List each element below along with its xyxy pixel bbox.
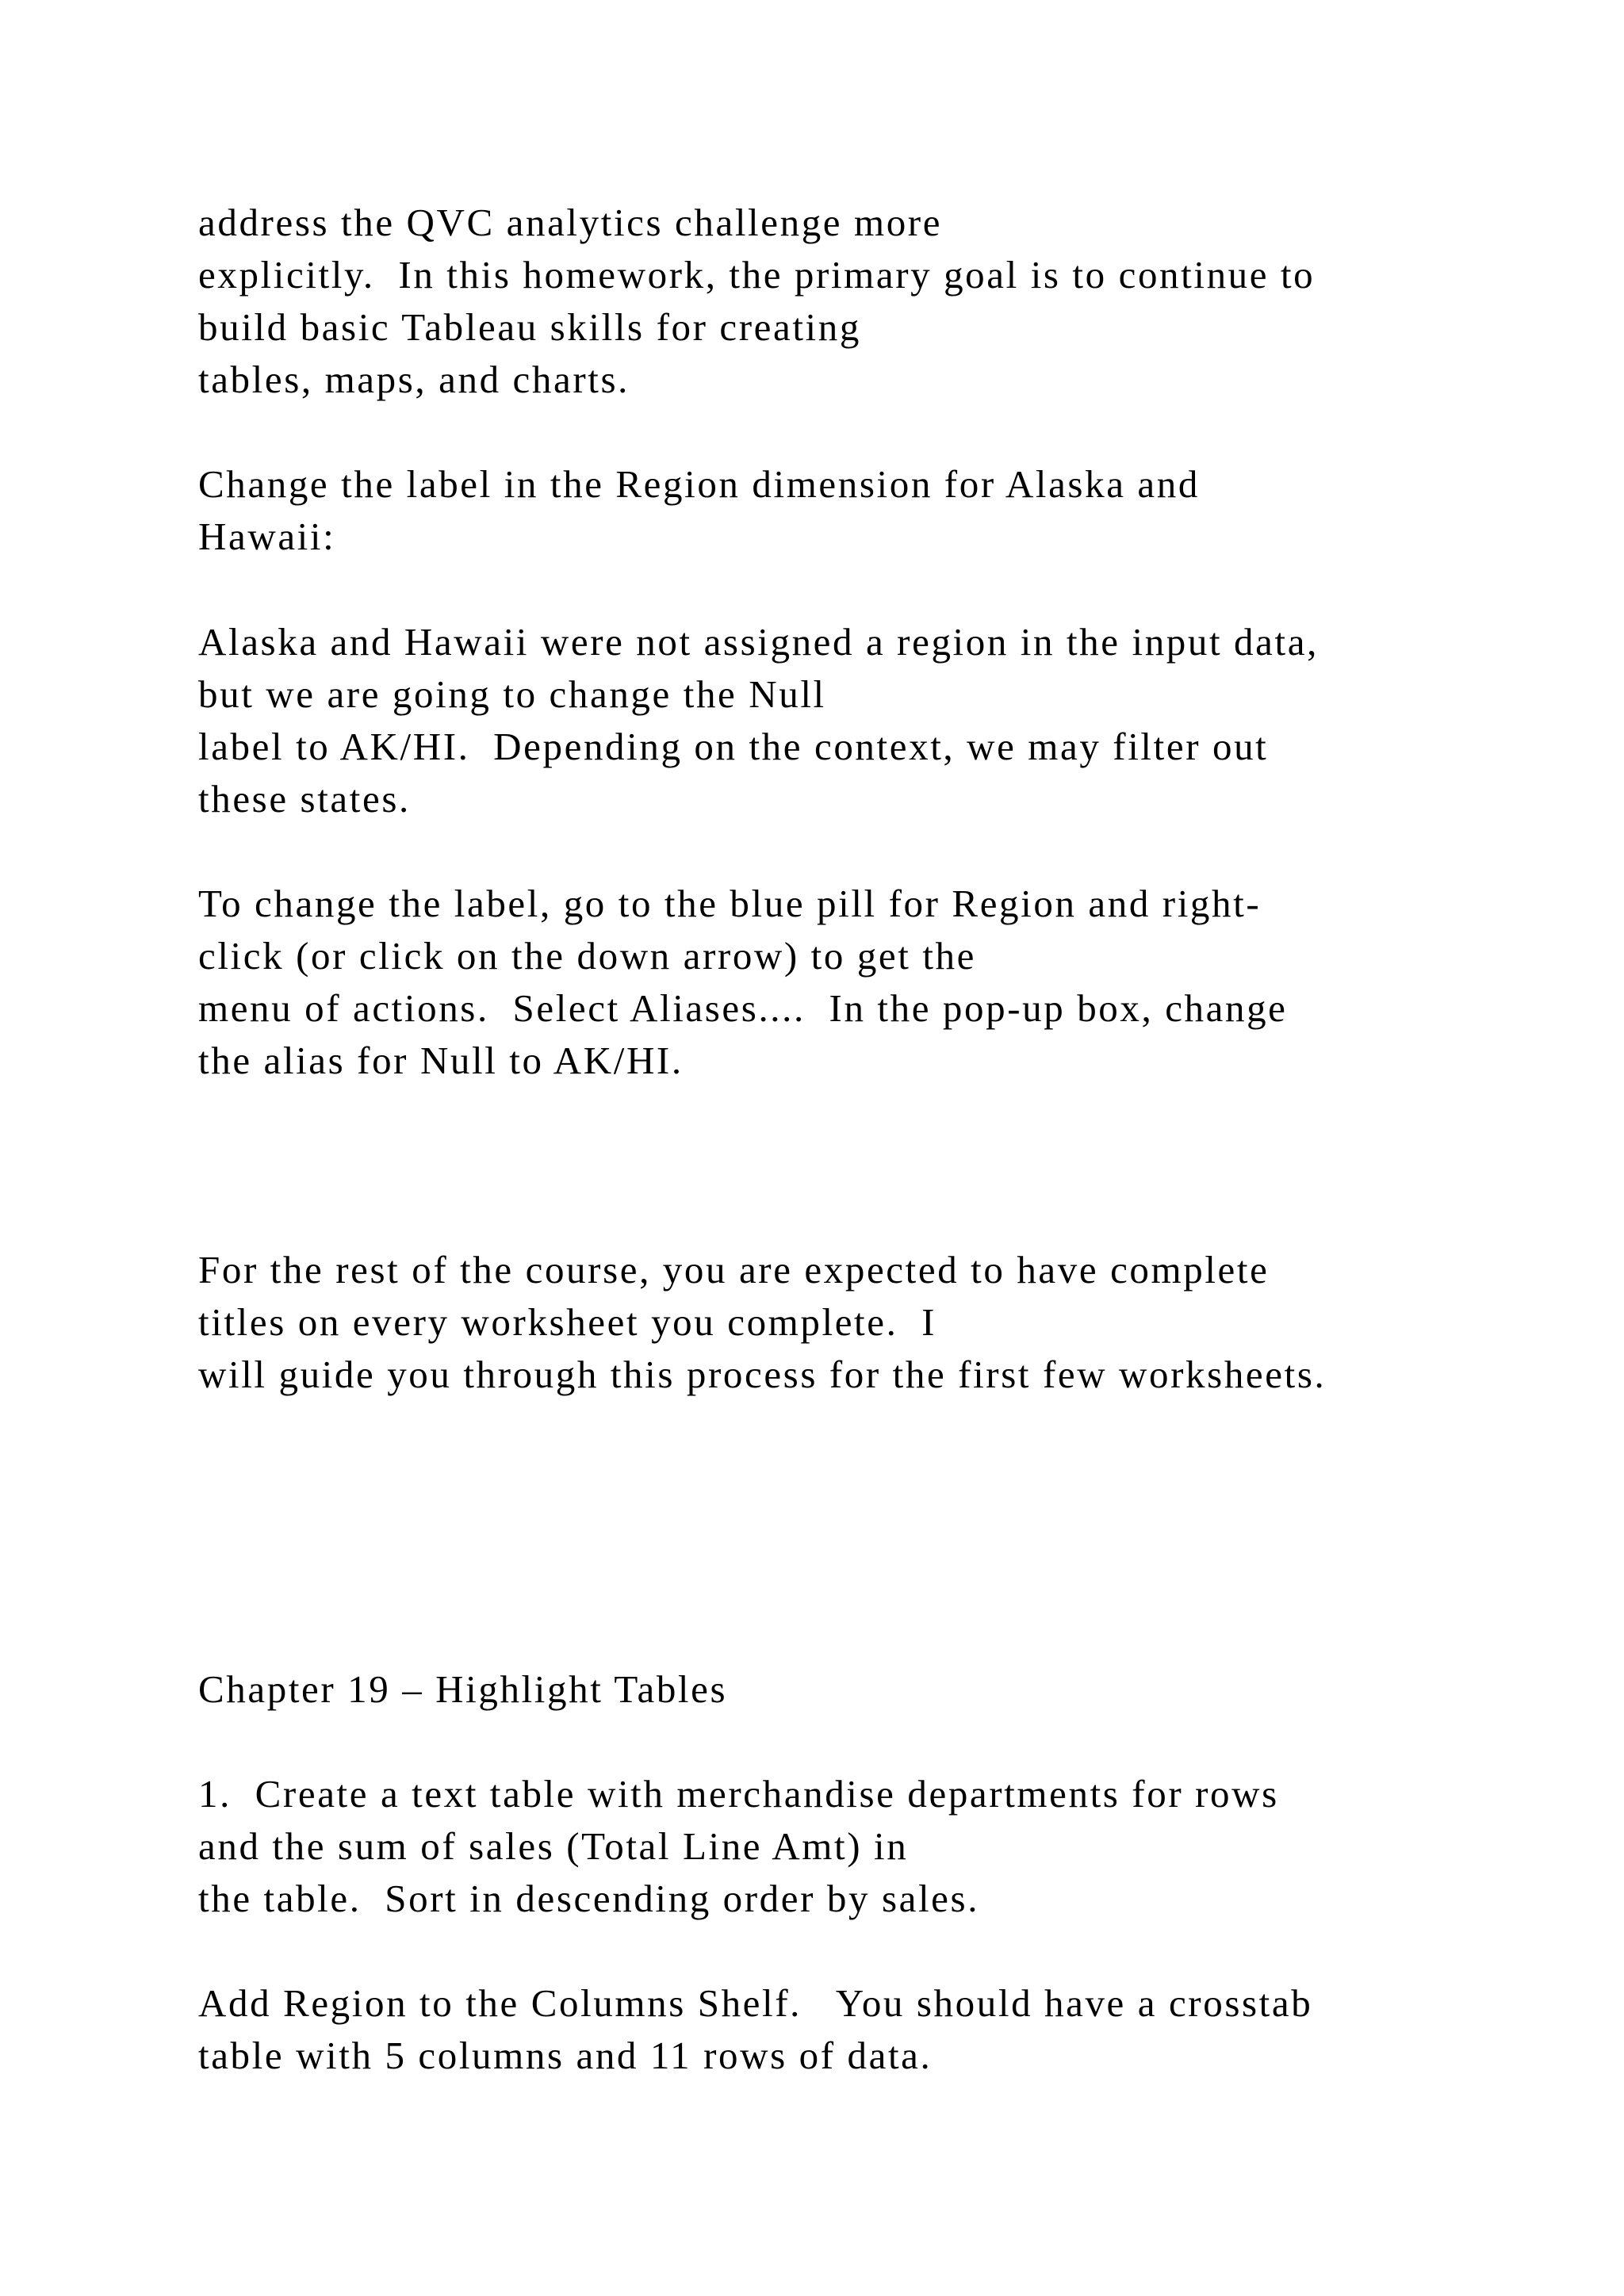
text-line: and the sum of sales (Total Line Amt) in <box>198 1824 909 1868</box>
text-line: Alaska and Hawaii were not assigned a region in the input data, <box>198 620 1319 664</box>
text-line: label to AK/HI. Depending on the context, we may filter out <box>198 725 1269 768</box>
text-line: the alias for Null to AK/HI. <box>198 1039 684 1082</box>
text-line: will guide you through this process for the first few worksheets. <box>198 1353 1327 1396</box>
text-line: Hawaii: <box>198 515 336 558</box>
text-line: menu of actions. Select Aliases.... In the pop-up box, change <box>198 986 1288 1030</box>
text-line: address the QVC analytics challenge more <box>198 201 943 244</box>
text-line: these states. <box>198 777 411 821</box>
text-line: build basic Tableau skills for creating <box>198 305 861 349</box>
text-line: explicitly. In this homework, the primary goal is to continue to <box>198 253 1316 297</box>
text-line: table with 5 columns and 11 rows of data. <box>198 2034 933 2077</box>
text-line: tables, maps, and charts. <box>198 358 630 401</box>
text-line: For the rest of the course, you are expected to have complete <box>198 1248 1270 1292</box>
text-line: Add Region to the Columns Shelf. You should have a crosstab <box>198 1981 1313 2025</box>
text-line: but we are going to change the Null <box>198 672 826 716</box>
text-line: titles on every worksheet you complete. I <box>198 1300 937 1344</box>
chapter-heading: Chapter 19 – Highlight Tables <box>198 1667 728 1711</box>
text-line: 1. Create a text table with merchandise departments for rows <box>198 1772 1279 1816</box>
text-line: the table. Sort in descending order by sales. <box>198 1877 980 1920</box>
text-line: Change the label in the Region dimension for Alaska and <box>198 462 1200 506</box>
text-line: click (or click on the down arrow) to get the <box>198 934 977 978</box>
text-line: To change the label, go to the blue pill for Region and right- <box>198 882 1262 925</box>
